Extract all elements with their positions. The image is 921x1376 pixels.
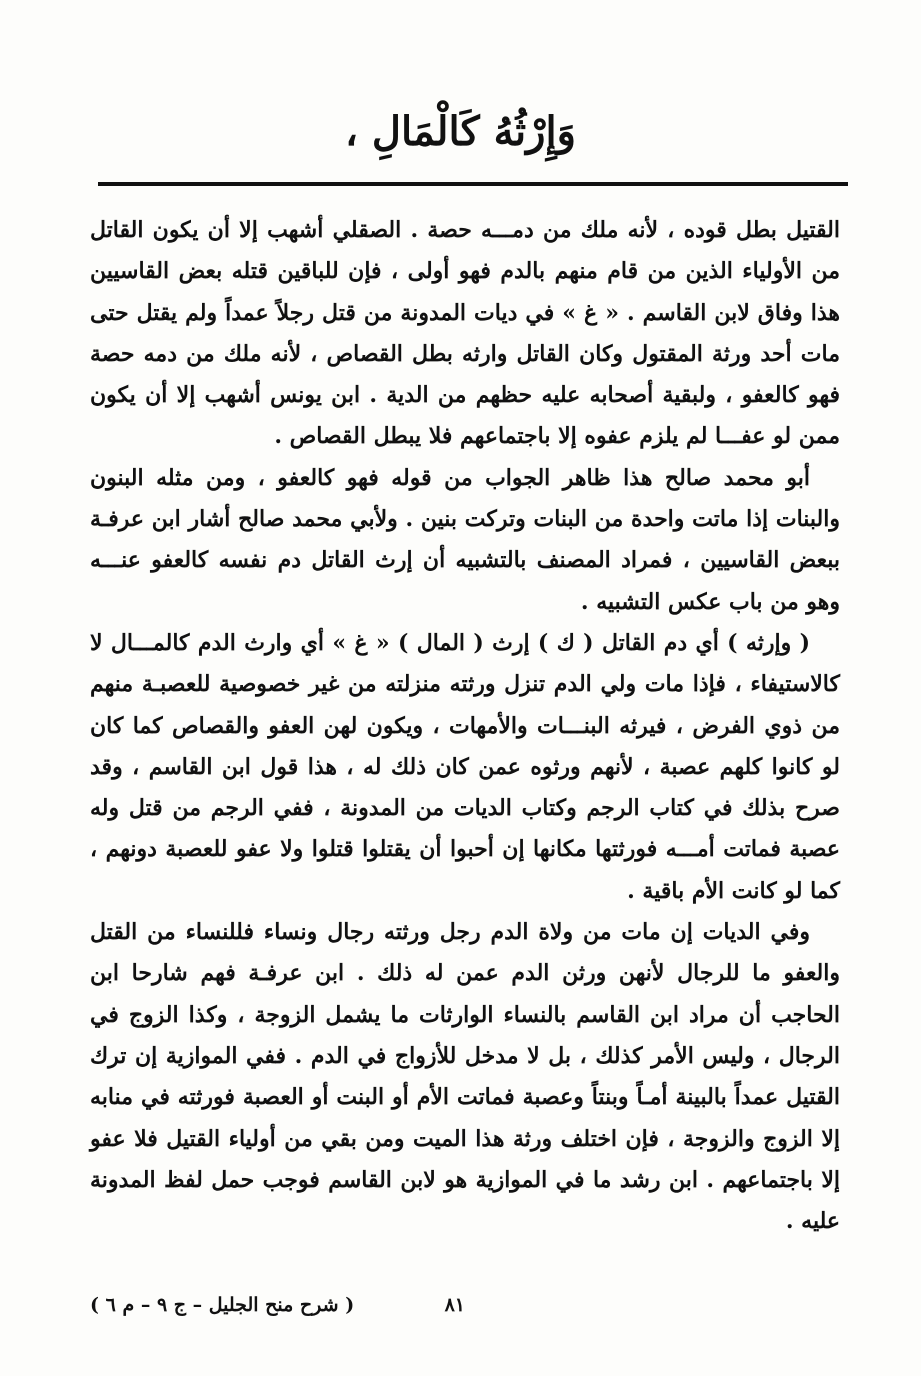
header-rule [98,182,848,186]
main-text [90,210,840,1242]
paragraph-2: أبو محمد صالح هذا ظاهر الجواب من قوله فهو كالعفو ، ومن مثله البنون والبنات إذا ماتت واحدة من البنات وتركت بنين . ولأبي محمد صالح أشار ابن عرفـة ببعض القاسيين ، فمراد المصنف بالتشبيه أن إرث القاتل دم نفسه كالعفو عنـــه وهو من باب عكس التشبيه . [90,464,841,615]
running-header: وَإِرْثُهُ كَالْمَالِ ، [345,108,576,155]
paragraph-3: ( وإرثه ) أي دم القاتل ( ك ) إرث ( المال ) « غ » أي وارث الدم كالمـــال لا كالاستيفاء ، فإذا مات ولي الدم تنزل ورثته منزلته من غير خصوصية للعصبـة منهم من ذوي الفرض ، فيرثه البنـــات والأمهات ، ويكون لهن العفو والقصاص كما كان لو كانوا كلهم عصبة ، لأنهم ورثوه عمن كان ذلك له ، هذا قول ابن القاسم ، وقد صرح بذلك في كتاب الرجم وكتاب الديات من المدونة ، ففي الرجم من قتل وله عصبة فماتت أمـــه فورثتها مكانها إن أحبوا أن يقتلوا قتلوا ولا عفو للعصبة دونهم ، كما لو كانت الأم باقية . [90,629,840,904]
book-reference: ( شرح منح الجليل – ج ٩ – م ٦ ) [90,1294,355,1316]
page-footer [90,1294,840,1324]
paragraph-1: القتيل بطل قوده ، لأنه ملك من دمـــه حصة . الصقلي أشهب إلا أن يكون القاتل من الأولياء الذين من قام منهم بالدم فهو أولى ، فإن للباقين قتله بعض القاسيين هذا وفاق لابن القاسم . « غ » في ديات المدونة من قتل رجلاً عمداً ولم يقتل حتى مات أحد ورثة المقتول وكان القاتل وارثه بطل القصاص ، لأنه ملك من دمه حصة فهو كالعفو ، ولبقية أصحابه عليه حظهم من الدية . ابن يونس أشهب إلا أن يكون ممن لو عفـــا لم يلزم عفوه إلا باجتماعهم فلا يبطل القصاص . [90,217,840,450]
paragraph-4: وفي الديات إن مات من ولاة الدم رجل ورثته رجال ونساء فللنساء من القتل والعفو ما للرجال لأنهن ورثن الدم عمن له ذلك . ابن عرفـة فهم شارحا ابن الحاجب أن مراد ابن القاسم بالنساء الوارثات ما يشمل الزوجة ، وكذا الزوج في الرجال ، وليس الأمر كذلك ، بل لا مدخل للأزواج في الدم . ففي الموازية إن ترك القتيل عمداً بالبينة أمـاً وبنتاً وعصبة فماتت الأم أو البنت أو العصبة فورثته في منابه إلا الزوج والزوجة ، فإن اختلف ورثة هذا الميت ومن بقي من أولياء القتيل فلا عفو إلا باجتماعهم . ابن رشد ما في الموازية هو لابن القاسم فوجب حمل لفظ المدونة عليه . [90,919,840,1235]
page-number: ٨١ [444,1294,465,1316]
